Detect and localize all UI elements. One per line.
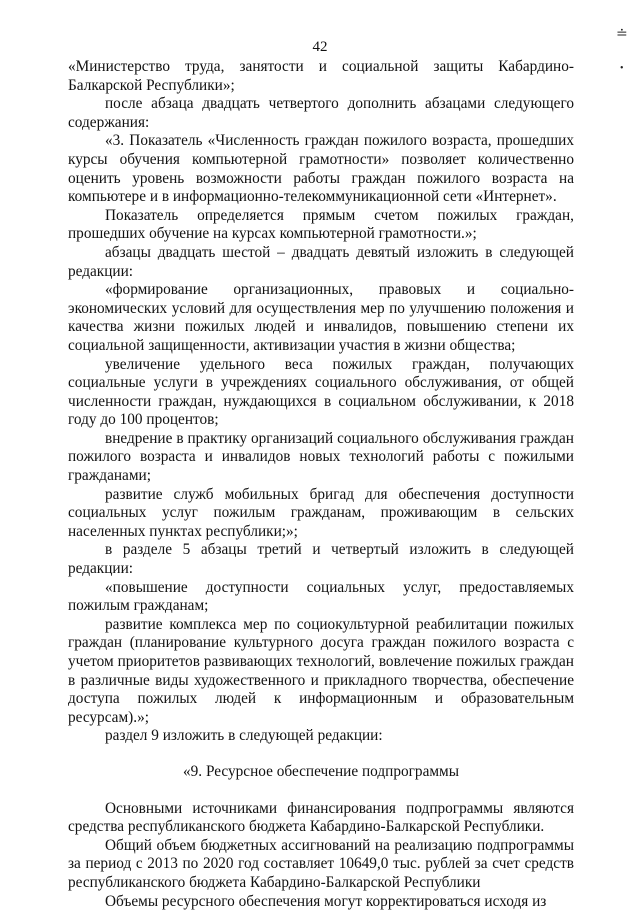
paragraph: развитие служб мобильных бригад для обеспечения доступности социальных услуг пожилым гражданам, проживающим в сельских населенных пунктах республики;»; (68, 485, 574, 540)
paragraph: Общий объем бюджетных ассигнований на реализацию подпрограммы за период с 2013 по 2020 год составляет 10649,0 тыс. рублей за счет средств республиканского бюджета Кабардино-Балкарской Республики (68, 836, 574, 891)
paragraph: «3. Показатель «Численность граждан пожилого возраста, прошедших курсы обучения компьютерной грамотности» позволяет количественно оценить уровень возможности работы граждан пожилого возраста на компьютере и в информационно-телекоммуникационной сети «Интернет». (68, 132, 574, 206)
paragraph: Показатель определяется прямым счетом пожилых граждан, прошедших обучение на курсах компьютерной грамотности.»; (68, 206, 574, 243)
corner-mark-icon: ≐ (616, 27, 628, 42)
page-number: 42 (312, 39, 328, 55)
paragraph: в разделе 5 абзацы третий и четвертый изложить в следующей редакции: (68, 541, 574, 578)
paragraph: развитие комплекса мер по социокультурной реабилитации пожилых граждан (планирование культурного досуга граждан пожилого возраста с учетом приоритетов развивающих технологий, вовлечение пожилых граждан в различные виды художественного и прикладного творчества, обеспечение доступа пожилых людей к информационным и образовательным ресурсам).»; (68, 615, 574, 726)
document-body (68, 58, 574, 911)
paragraph: «формирование организационных, правовых и социально-экономических условий для осуществления мер по улучшению положения и качества жизни пожилых людей и инвалидов, повышению степени их социальной защищенности, активизации участия в жизни общества; (68, 281, 574, 354)
paragraph: внедрение в практику организаций социального обслуживания граждан пожилого возраста и инвалидов новых технологий работы с пожилыми гражданами; (68, 429, 574, 485)
paragraph: увеличение удельного веса пожилых граждан, получающих социальные услуги в учреждениях социального обслуживания, от общей численности граждан, нуждающихся в социальном обслуживании, к 2018 году до 100 процентов; (68, 355, 574, 429)
paragraph: Основными источниками финансирования подпрограммы являются средства республиканского бюджета Кабардино-Балкарской Республики. (68, 799, 574, 836)
section-heading: «9. Ресурсное обеспечение подпрограммы (183, 762, 459, 780)
paragraph: раздел 9 изложить в следующей редакции: (105, 727, 383, 745)
paragraph: после абзаца двадцать четвертого дополнить абзацами следующего содержания: (68, 95, 574, 131)
paragraph: «Министерство труда, занятости и социальной защиты Кабардино-Балкарской Республики»; (68, 58, 574, 94)
dot-mark-icon: • (620, 63, 624, 74)
paragraph: абзацы двадцать шестой – двадцать девятый изложить в следующей редакции: (68, 243, 574, 280)
paragraph: «повышение доступности социальных услуг, предоставляемых пожилым гражданам; (68, 578, 574, 615)
paragraph: Объемы ресурсного обеспечения могут корректироваться исходя из (105, 892, 547, 910)
